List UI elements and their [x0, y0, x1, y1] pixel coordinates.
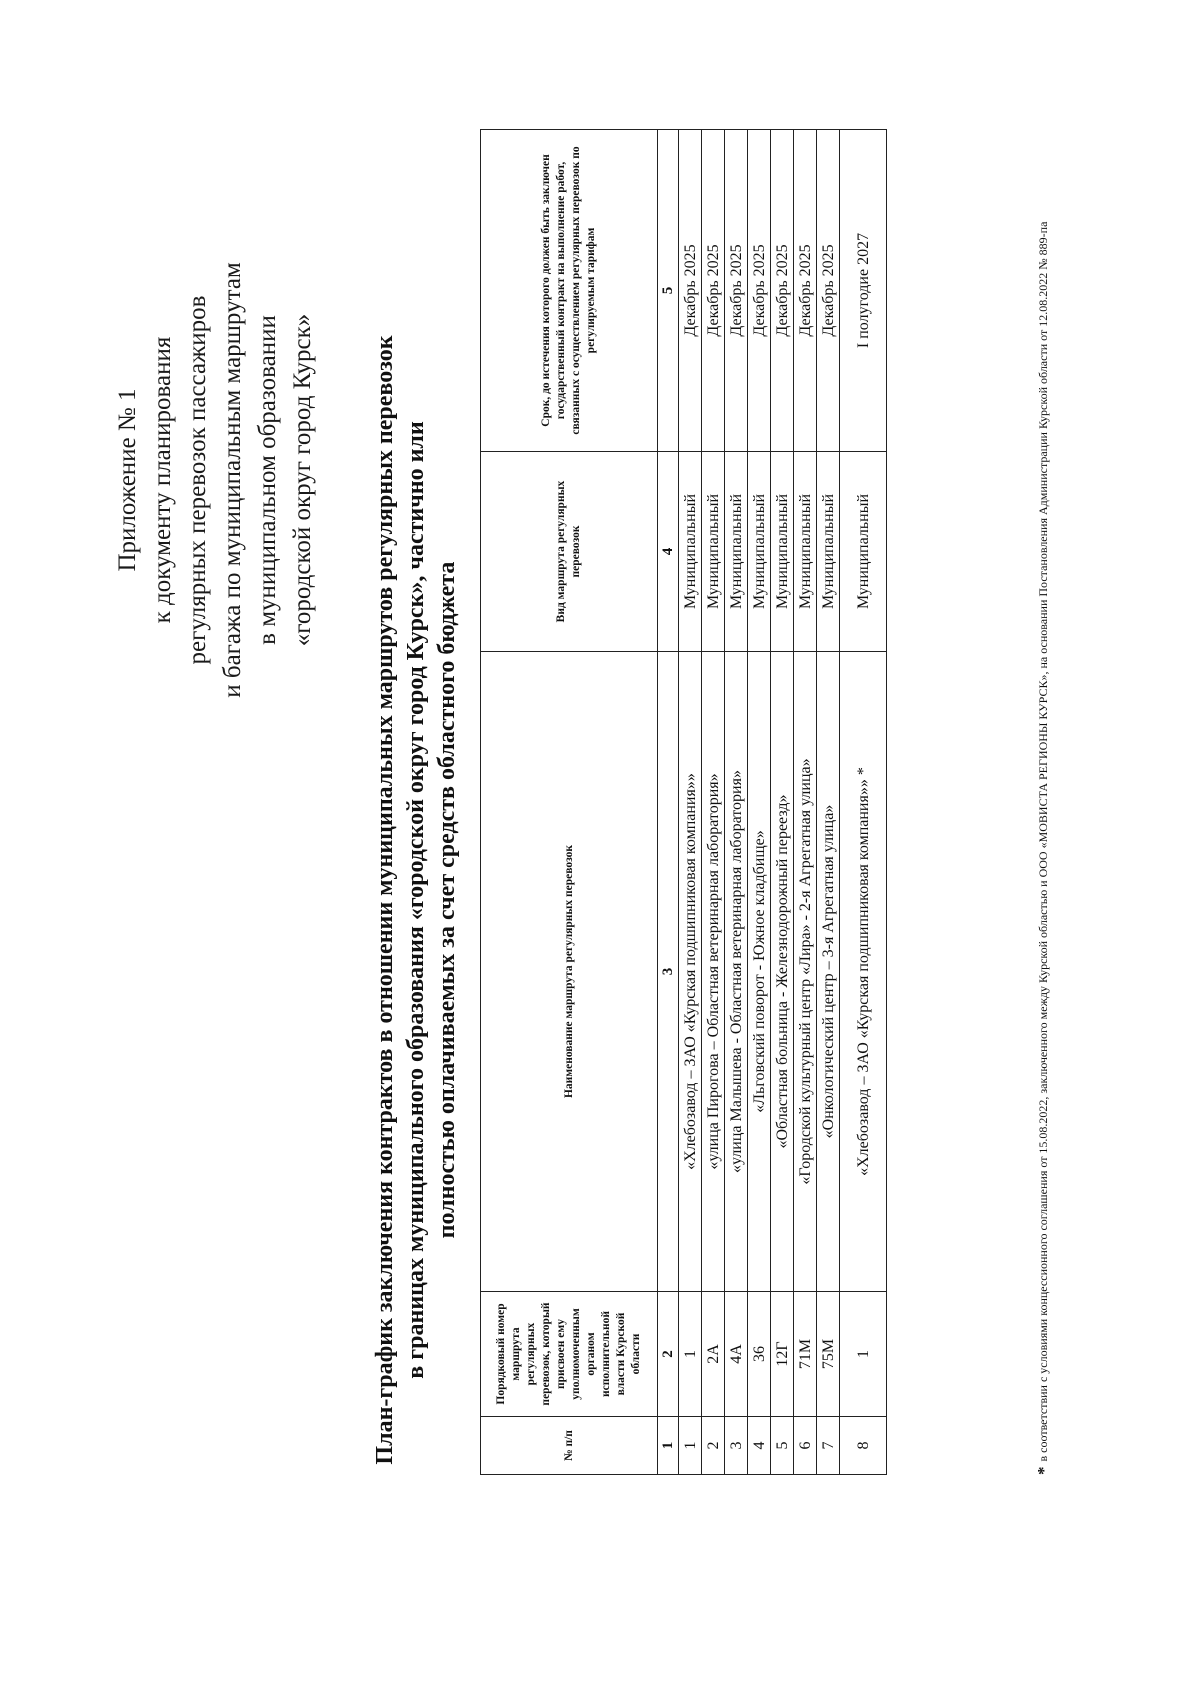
column-number: 5	[658, 130, 679, 452]
schedule-table	[480, 129, 887, 1475]
document-title	[370, 200, 463, 1600]
appendix-line: и багажа по муниципальным маршрутам	[219, 262, 246, 698]
cell-route-name: «улица Малышева - Областная ветеринарная лаборатория»	[725, 652, 748, 1292]
cell-deadline: Декабрь 2025	[725, 130, 748, 452]
cell-index: 1	[679, 1417, 702, 1475]
header-route-name: Наименование маршрута регулярных перевозок	[481, 652, 658, 1292]
cell-deadline: Декабрь 2025	[679, 130, 702, 452]
cell-route-number: 71М	[794, 1292, 817, 1417]
cell-route-number: 1	[679, 1292, 702, 1417]
title-line: полностью оплачиваемых за счет средств областного бюджета	[434, 561, 460, 1239]
column-number: 3	[658, 652, 679, 1292]
cell-route-name: «Хлебозавод – ЗАО «Курская подшипниковая компания»»	[679, 652, 702, 1292]
appendix-line: Приложение № 1	[114, 388, 141, 572]
header-route-type: Вид маршрута регулярных перевозок	[481, 452, 658, 652]
cell-route-number: 12Г	[771, 1292, 794, 1417]
cell-route-name: «Онкологический центр – 3-я Агрегатная улица»	[817, 652, 840, 1292]
column-number: 4	[658, 452, 679, 652]
cell-deadline: I полугодие 2027	[840, 130, 887, 452]
cell-deadline: Декабрь 2025	[702, 130, 725, 452]
header-number: № п/п	[481, 1417, 658, 1475]
table-row	[748, 130, 771, 1475]
cell-route-type: Муниципальный	[817, 452, 840, 652]
table-header-row	[481, 130, 658, 1475]
cell-route-name: «Городской культурный центр «Лира» - 2-я Агрегатная улица»	[794, 652, 817, 1292]
table-row	[817, 130, 840, 1475]
cell-deadline: Декабрь 2025	[794, 130, 817, 452]
cell-route-number: 75М	[817, 1292, 840, 1417]
cell-route-number: 4А	[725, 1292, 748, 1417]
cell-index: 4	[748, 1417, 771, 1475]
cell-index: 8	[840, 1417, 887, 1475]
cell-route-name: «Льговский поворот - Южное кладбище»	[748, 652, 771, 1292]
table-row	[771, 130, 794, 1475]
header-deadline: Срок, до истечения которого должен быть заключен государственный контракт на выполнение работ, связанных с осуществлением регулярных перевозок по регулируемым тарифам	[481, 130, 658, 452]
footnote-asterisk: *	[1034, 1466, 1053, 1475]
table-row	[679, 130, 702, 1475]
cell-deadline: Декабрь 2025	[748, 130, 771, 452]
cell-route-number: 36	[748, 1292, 771, 1417]
cell-route-number: 2А	[702, 1292, 725, 1417]
cell-route-type: Муниципальный	[725, 452, 748, 652]
table-row	[794, 130, 817, 1475]
footnote	[1035, 125, 1052, 1475]
appendix-line: в муниципальном образовании	[254, 315, 281, 645]
cell-index: 3	[725, 1417, 748, 1475]
title-line: План-график заключения контрактов в отношении муниципальных маршрутов регулярных перевозок	[372, 335, 398, 1465]
cell-route-number: 1	[840, 1292, 887, 1417]
cell-deadline: Декабрь 2025	[771, 130, 794, 452]
appendix-line: регулярных перевозок пассажиров	[184, 295, 211, 665]
cell-route-type: Муниципальный	[794, 452, 817, 652]
table-row	[702, 130, 725, 1475]
cell-index: 5	[771, 1417, 794, 1475]
header-route-number: Порядковый номер маршрута регулярных перевозок, который присвоен ему уполномоченным органом исполнительной власти Курской области	[481, 1292, 658, 1417]
cell-index: 7	[817, 1417, 840, 1475]
footnote-text: в соответствии с условиями концессионного соглашения от 15.08.2022, заключенного между Курской областью и ООО «МОВИСТА РЕГИОНЫ КУРСК», на основании Постановления Администрации Курской области от 12.08.2022 № 889-па	[1036, 221, 1050, 1462]
cell-route-type: Муниципальный	[702, 452, 725, 652]
title-line: в границах муниципального образования «городской округ город Курск», частично или	[403, 421, 429, 1379]
cell-route-type: Муниципальный	[771, 452, 794, 652]
appendix-line: «городской округ город Курск»	[289, 313, 316, 647]
column-number: 2	[658, 1292, 679, 1417]
column-number: 1	[658, 1417, 679, 1475]
cell-deadline: Декабрь 2025	[817, 130, 840, 452]
column-number-row	[658, 130, 679, 1475]
cell-route-type: Муниципальный	[840, 452, 887, 652]
cell-index: 6	[794, 1417, 817, 1475]
table-row	[725, 130, 748, 1475]
appendix-line: к документу планирования	[149, 336, 176, 624]
cell-route-name: «Областная больница - Железнодорожный переезд»	[771, 652, 794, 1292]
cell-index: 2	[702, 1417, 725, 1475]
cell-route-name: «Хлебозавод – ЗАО «Курская подшипниковая компания»» *	[840, 652, 887, 1292]
cell-route-type: Муниципальный	[748, 452, 771, 652]
table-row	[840, 130, 887, 1475]
rotated-page	[70, 80, 1130, 1620]
cell-route-type: Муниципальный	[679, 452, 702, 652]
appendix-header	[110, 120, 320, 840]
cell-route-name: «улица Пирогова – Областная ветеринарная лаборатория»	[702, 652, 725, 1292]
